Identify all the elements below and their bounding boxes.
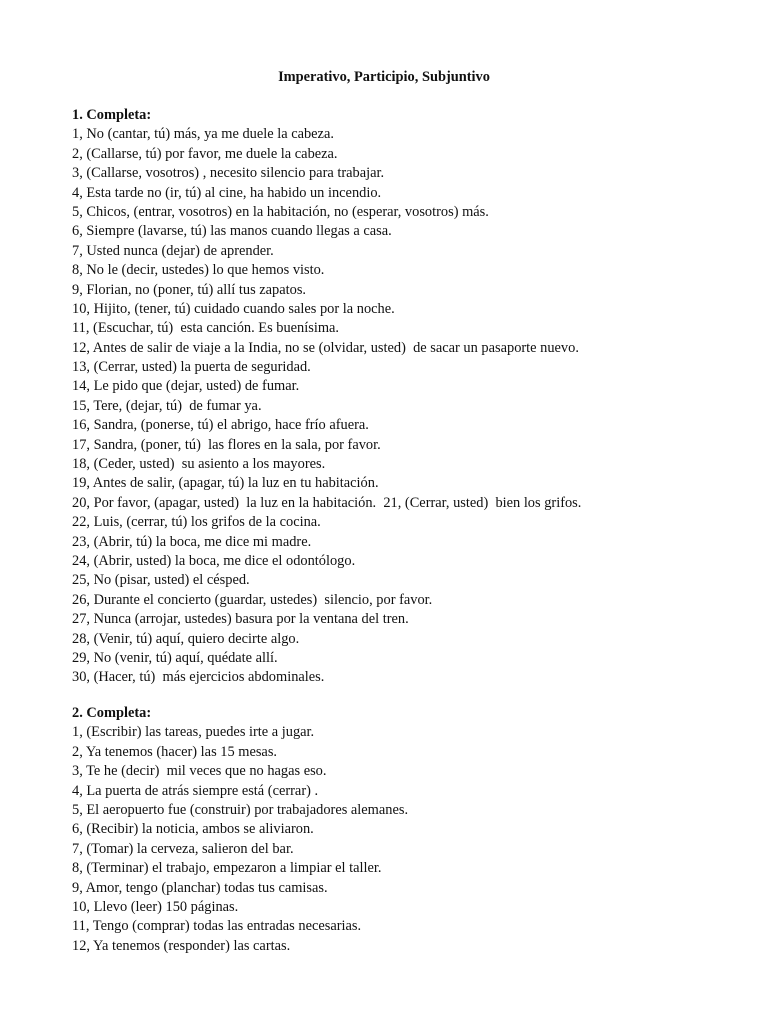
section-heading: 2. Completa:: [72, 705, 152, 721]
exercise-item: 4, La puerta de atrás siempre está (cerrar) .: [72, 782, 319, 799]
exercise-item: 11, Tengo (comprar) todas las entradas necesarias.: [72, 918, 362, 935]
document-title: Imperativo, Participio, Subjuntivo: [278, 69, 490, 85]
exercise-item: 2, Ya tenemos (hacer) las 15 mesas.: [72, 743, 278, 760]
exercise-section-1: [72, 106, 732, 688]
exercise-section-2: [72, 704, 732, 956]
exercise-item: 10, Hijito, (tener, tú) cuidado cuando sales por la noche.: [72, 300, 395, 317]
exercise-item: 17, Sandra, (poner, tú) las flores en la sala, por favor.: [72, 436, 381, 453]
exercise-item: 30, (Hacer, tú) más ejercicios abdominales.: [72, 669, 325, 686]
exercise-item: 1, (Escribir) las tareas, puedes irte a jugar.: [72, 724, 315, 741]
exercise-list: [72, 723, 732, 956]
exercise-item: 4, Esta tarde no (ir, tú) al cine, ha habido un incendio.: [72, 184, 382, 201]
exercise-item: 22, Luis, (cerrar, tú) los grifos de la cocina.: [72, 514, 321, 531]
exercise-item: 2, (Callarse, tú) por favor, me duele la cabeza.: [72, 145, 338, 162]
exercise-item: 3, Te he (decir) mil veces que no hagas eso.: [72, 763, 327, 780]
exercise-item: 6, (Recibir) la noticia, ambos se aliviaron.: [72, 821, 314, 838]
exercise-item: 15, Tere, (dejar, tú) de fumar ya.: [72, 397, 262, 414]
exercise-item: 12, Ya tenemos (responder) las cartas.: [72, 937, 291, 954]
exercise-item: 7, (Tomar) la cerveza, salieron del bar.: [72, 840, 294, 857]
exercise-item: 24, (Abrir, usted) la boca, me dice el odontólogo.: [72, 552, 356, 569]
exercise-item: 7, Usted nunca (dejar) de aprender.: [72, 242, 274, 259]
exercise-item: 23, (Abrir, tú) la boca, me dice mi madre.: [72, 533, 312, 550]
exercise-item: 25, No (pisar, usted) el césped.: [72, 572, 250, 589]
exercise-item: 5, Chicos, (entrar, vosotros) en la habitación, no (esperar, vosotros) más.: [72, 203, 489, 220]
exercise-item: 14, Le pido que (dejar, usted) de fumar.: [72, 378, 300, 395]
exercise-item: 19, Antes de salir, (apagar, tú) la luz en tu habitación.: [72, 475, 379, 492]
exercise-item: 20, Por favor, (apagar, usted) la luz en la habitación. 21, (Cerrar, usted) bien los grifos.: [72, 494, 582, 511]
exercise-item: 13, (Cerrar, usted) la puerta de seguridad.: [72, 359, 311, 376]
exercise-item: 8, No le (decir, ustedes) lo que hemos visto.: [72, 262, 325, 279]
exercise-item: 10, Llevo (leer) 150 páginas.: [72, 898, 239, 915]
exercise-item: 8, (Terminar) el trabajo, empezaron a limpiar el taller.: [72, 860, 382, 877]
exercise-item: 5, El aeropuerto fue (construir) por trabajadores alemanes.: [72, 801, 409, 818]
exercise-list: [72, 125, 732, 687]
exercise-item: 11, (Escuchar, tú) esta canción. Es buenísima.: [72, 320, 340, 337]
exercise-item: 26, Durante el concierto (guardar, ustedes) silencio, por favor.: [72, 591, 433, 608]
exercise-item: 29, No (venir, tú) aquí, quédate allí.: [72, 649, 278, 666]
section-heading: 1. Completa:: [72, 107, 152, 123]
exercise-item: 3, (Callarse, vosotros) , necesito silencio para trabajar.: [72, 165, 385, 182]
exercise-item: 16, Sandra, (ponerse, tú) el abrigo, hace frío afuera.: [72, 417, 369, 434]
exercise-item: 6, Siempre (lavarse, tú) las manos cuando llegas a casa.: [72, 223, 392, 240]
exercise-item: 9, Amor, tengo (planchar) todas tus camisas.: [72, 879, 328, 896]
exercise-item: 12, Antes de salir de viaje a la India, no se (olvidar, usted) de sacar un pasaporte nuevo.: [72, 339, 579, 356]
exercise-item: 28, (Venir, tú) aquí, quiero decirte algo.: [72, 630, 300, 647]
exercise-item: 1, No (cantar, tú) más, ya me duele la cabeza.: [72, 126, 334, 143]
exercise-item: 9, Florian, no (poner, tú) allí tus zapatos.: [72, 281, 307, 298]
exercise-item: 27, Nunca (arrojar, ustedes) basura por la ventana del tren.: [72, 611, 409, 628]
exercise-item: 18, (Ceder, usted) su asiento a los mayores.: [72, 456, 326, 473]
